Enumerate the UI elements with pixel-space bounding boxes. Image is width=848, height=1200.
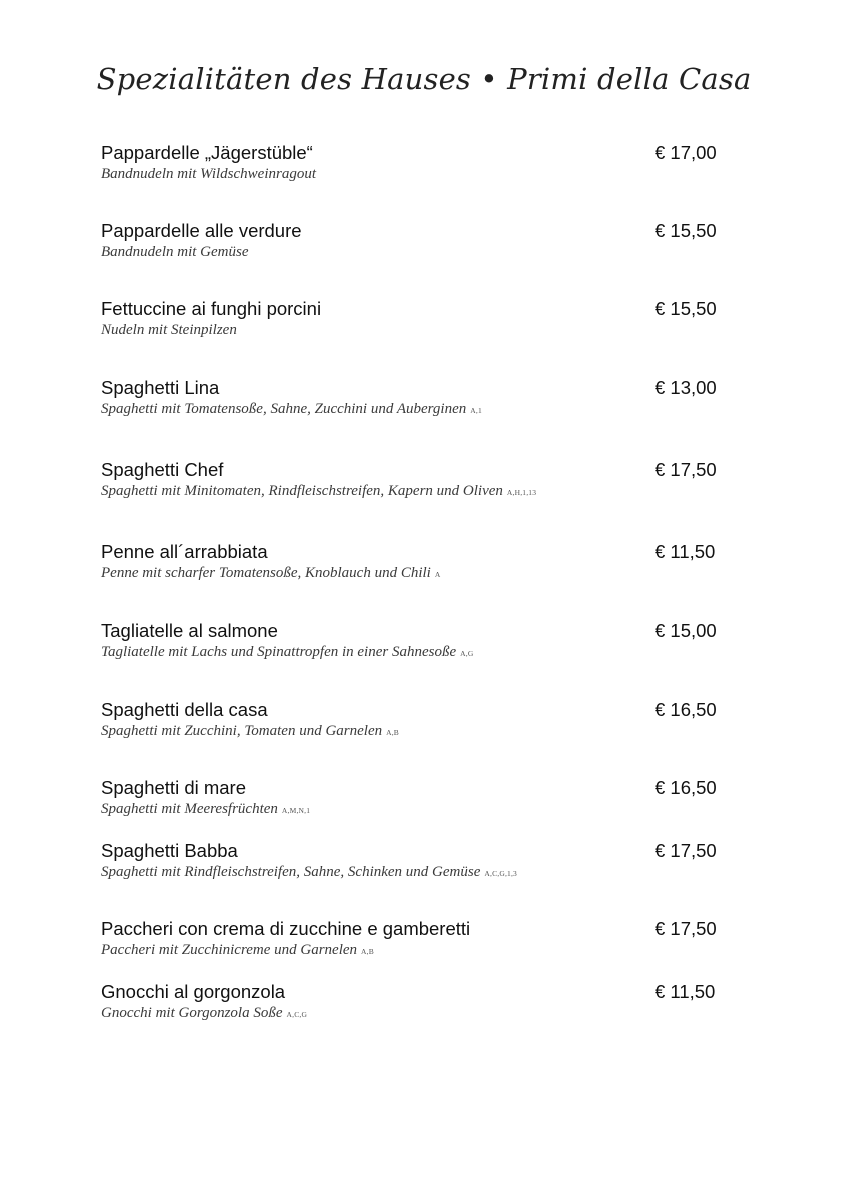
dish-price: € 16,50 bbox=[655, 777, 717, 798]
dish-description-line bbox=[101, 722, 399, 742]
menu-item-pappardelle-jaegerstueble bbox=[101, 142, 723, 192]
dish-description: Nudeln mit Steinpilzen bbox=[101, 322, 237, 338]
dish-price: € 15,00 bbox=[655, 620, 717, 641]
menu-item-spaghetti-lina bbox=[101, 377, 723, 427]
dish-description-line bbox=[101, 863, 517, 883]
allergen-codes: A,B bbox=[386, 728, 400, 737]
dish-name: Pappardelle „Jägerstüble“ bbox=[101, 142, 313, 163]
dish-description: Bandnudeln mit Wildschweinragout bbox=[101, 166, 316, 182]
menu-item-paccheri-zucchine-gamberetti bbox=[101, 918, 723, 968]
dish-description: Spaghetti mit Rindfleischstreifen, Sahne, Schinken und Gemüse bbox=[101, 864, 481, 880]
dish-description-line bbox=[101, 243, 252, 263]
menu-item-penne-arrabbiata bbox=[101, 541, 723, 591]
dish-description: Tagliatelle mit Lachs und Spinattropfen in einer Sahnesoße bbox=[101, 644, 457, 660]
dish-price: € 17,50 bbox=[655, 840, 717, 861]
dish-price: € 17,00 bbox=[655, 142, 717, 163]
dish-name: Spaghetti Babba bbox=[101, 840, 238, 861]
dish-description: Bandnudeln mit Gemüse bbox=[101, 244, 249, 260]
dish-description-line bbox=[101, 941, 374, 961]
dish-price: € 15,50 bbox=[655, 298, 717, 319]
dish-description-line bbox=[101, 643, 473, 663]
dish-description-line bbox=[101, 1004, 307, 1024]
dish-price: € 16,50 bbox=[655, 699, 717, 720]
menu-item-spaghetti-della-casa bbox=[101, 699, 723, 749]
dish-description: Paccheri mit Zucchinicreme und Garnelen bbox=[101, 942, 358, 958]
dish-description-line bbox=[101, 400, 482, 420]
allergen-codes: A,H,1,13 bbox=[506, 488, 537, 497]
menu-item-fettuccine-ai-funghi-porcini bbox=[101, 298, 723, 348]
allergen-codes: A,M,N,1 bbox=[281, 806, 311, 815]
dish-description: Spaghetti mit Zucchini, Tomaten und Garnelen bbox=[101, 723, 383, 739]
dish-description: Spaghetti mit Minitomaten, Rindfleischstreifen, Kapern und Oliven bbox=[101, 483, 503, 499]
allergen-codes: A,B bbox=[361, 947, 374, 956]
dish-name: Tagliatelle al salmone bbox=[101, 620, 278, 641]
dish-description: Spaghetti mit Tomatensoße, Sahne, Zucchini und Auberginen bbox=[101, 401, 467, 417]
dish-name: Pappardelle alle verdure bbox=[101, 220, 302, 241]
dish-description: Gnocchi mit Gorgonzola Soße bbox=[101, 1005, 283, 1021]
menu-item-spaghetti-chef bbox=[101, 459, 723, 509]
dish-name: Spaghetti della casa bbox=[101, 699, 268, 720]
dish-description-line bbox=[101, 564, 440, 584]
dish-name: Penne all´arrabbiata bbox=[101, 541, 268, 562]
allergen-codes: A bbox=[434, 570, 441, 579]
dish-price: € 11,50 bbox=[655, 541, 716, 562]
menu-item-spaghetti-babba bbox=[101, 840, 723, 890]
dish-description-line bbox=[101, 321, 241, 341]
dish-name: Paccheri con crema di zucchine e gamberetti bbox=[101, 918, 471, 939]
menu-item-spaghetti-di-mare bbox=[101, 777, 723, 827]
dish-price: € 17,50 bbox=[655, 459, 717, 480]
allergen-codes: A,1 bbox=[470, 406, 482, 415]
dish-description: Spaghetti mit Meeresfrüchten bbox=[101, 801, 278, 817]
page-title: Spezialitäten des Hauses • Primi della Casa bbox=[96, 62, 752, 96]
menu-item-gnocchi-al-gorgonzola bbox=[101, 981, 723, 1031]
dish-price: € 17,50 bbox=[655, 918, 717, 939]
allergen-codes: A,G bbox=[460, 649, 474, 658]
dish-name: Spaghetti Chef bbox=[101, 459, 224, 480]
allergen-codes: A,C,G bbox=[286, 1010, 308, 1019]
allergen-codes: A,C,G,1,3 bbox=[484, 869, 518, 878]
dish-price: € 13,00 bbox=[655, 377, 717, 398]
dish-name: Spaghetti di mare bbox=[101, 777, 247, 798]
dish-description-line bbox=[101, 800, 310, 820]
dish-name: Spaghetti Lina bbox=[101, 377, 220, 398]
dish-price: € 11,50 bbox=[655, 981, 716, 1002]
menu-item-pappardelle-alle-verdure bbox=[101, 220, 723, 270]
dish-name: Gnocchi al gorgonzola bbox=[101, 981, 286, 1002]
dish-price: € 15,50 bbox=[655, 220, 717, 241]
menu-item-tagliatelle-al-salmone bbox=[101, 620, 723, 670]
dish-name: Fettuccine ai funghi porcini bbox=[101, 298, 322, 319]
dish-description-line bbox=[101, 165, 320, 185]
dish-description: Penne mit scharfer Tomatensoße, Knoblauch und Chili bbox=[101, 565, 431, 581]
dish-description-line bbox=[101, 482, 536, 502]
